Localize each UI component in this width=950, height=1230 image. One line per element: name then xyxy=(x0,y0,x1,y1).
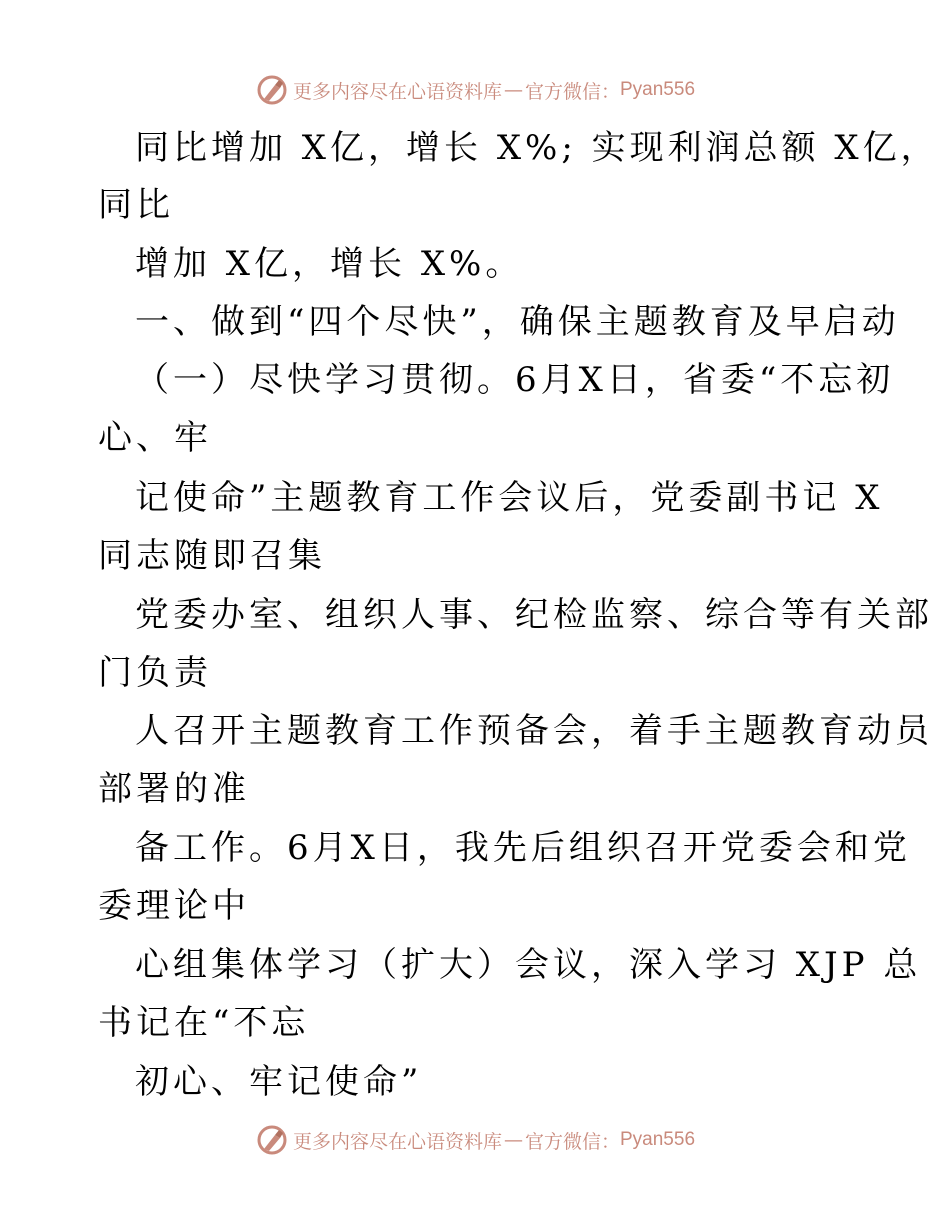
text-line: 备工作。6月X日，我先后组织召开党委会和党 xyxy=(135,828,911,868)
text-line: 部署的准 xyxy=(98,769,250,809)
header-watermark xyxy=(0,70,950,110)
text-line: 党委办室、组织人事、纪检监察、综合等有关部 xyxy=(135,595,933,635)
watermark-wechat-label: 官方微信： xyxy=(524,1130,620,1153)
subsection-heading: （一）尽快学习贯彻。6月X日，省委“不忘初 xyxy=(135,360,895,400)
footer-watermark xyxy=(0,1120,950,1160)
watermark-site-text: 更多内容尽在心语资料库 xyxy=(292,1130,502,1153)
watermark-wechat-id: Pyan556 xyxy=(620,1129,696,1150)
watermark-separator: — xyxy=(503,1129,523,1151)
watermark-wechat-id: Pyan556 xyxy=(620,79,696,100)
pen-nib-logo-icon xyxy=(255,73,289,107)
text-line: 人召开主题教育工作预备会，着手主题教育动员 xyxy=(135,711,933,751)
text-line: 增加 X亿，增长 X%。 xyxy=(135,244,524,284)
pen-nib-logo-icon xyxy=(255,1123,289,1157)
text-line: 心组集体学习（扩大）会议，深入学习 XJP 总 xyxy=(135,945,922,985)
text-line: 记使命”主题教育工作会议后，党委副书记 X xyxy=(135,478,884,518)
watermark-wechat-label: 官方微信： xyxy=(524,80,620,103)
watermark-site-text: 更多内容尽在心语资料库 xyxy=(292,80,502,103)
text-line: 书记在“不忘 xyxy=(98,1003,310,1043)
text-line: 同比 xyxy=(98,185,174,225)
text-line: 心、牢 xyxy=(98,418,212,458)
text-line: 初心、牢记使命” xyxy=(135,1062,423,1102)
text-line: 委理论中 xyxy=(98,886,250,926)
watermark-separator: — xyxy=(503,79,523,101)
text-line: 门负责 xyxy=(98,653,212,693)
section-heading: 一、做到“四个尽快”，确保主题教育及早启动 xyxy=(135,302,900,342)
text-line: 同志随即召集 xyxy=(98,536,326,576)
text-line: 同比增加 X亿，增长 X%; 实现利润总额 X亿， xyxy=(135,128,939,168)
